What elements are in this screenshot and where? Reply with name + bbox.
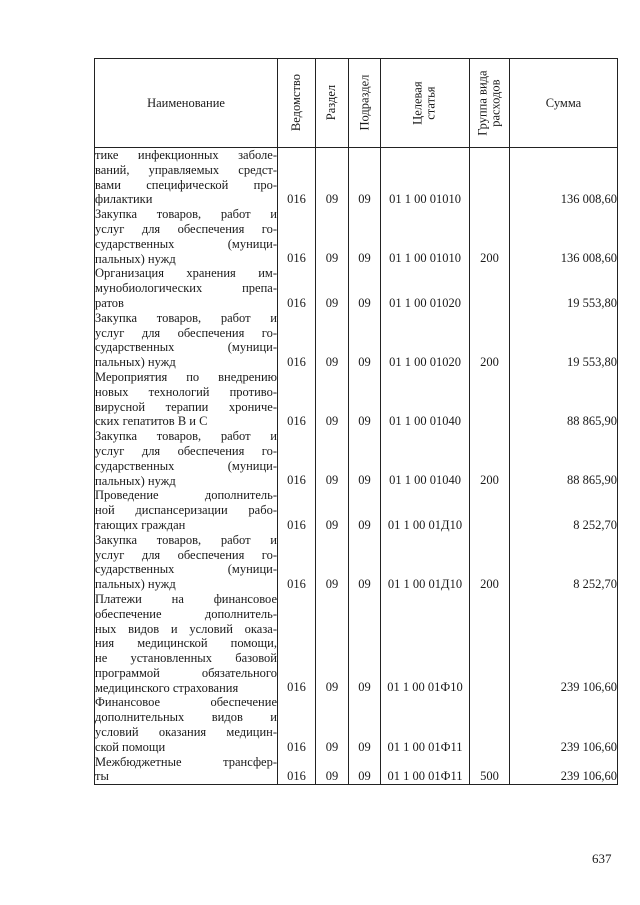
row-name [95,488,278,532]
row-name-line: мунобиологических препа- [95,281,277,296]
row-name-line: пальных) нужд [95,577,176,592]
row-vid-rashodov: 200 [470,429,510,488]
row-vid-rashodov [470,695,510,754]
row-vedomstvo: 016 [278,148,316,208]
row-name-line: Финансовое обеспечение [95,695,277,710]
row-summa: 88 865,90 [510,370,618,429]
row-razdel: 09 [316,429,349,488]
row-name-line: программой обязательного [95,665,277,680]
row-name-line: тике инфекционных заболе- [95,148,277,162]
row-name-line: услуг для обеспечения го- [95,221,277,236]
row-celevaya-statya: 01 1 00 01010 [381,207,470,266]
table-row [95,370,618,429]
table-row [95,592,618,696]
row-name-line: услуг для обеспечения го- [95,325,277,340]
header-vedomstvo: Ведомство [278,59,316,148]
row-summa: 239 106,60 [510,755,618,785]
row-name-line: дополнительных видов и [95,710,277,725]
row-summa: 136 008,60 [510,207,618,266]
row-name-line: Закупка товаров, работ и [95,207,277,222]
row-name-line: филактики [95,192,153,207]
row-vedomstvo: 016 [278,311,316,370]
row-name-line: Проведение дополнитель- [95,488,277,503]
row-celevaya-statya: 01 1 00 01Д10 [381,533,470,592]
row-podrazdel: 09 [349,429,381,488]
row-name-line: пальных) нужд [95,473,176,488]
table-row [95,266,618,310]
row-summa: 8 252,70 [510,488,618,532]
row-vedomstvo: 016 [278,533,316,592]
row-vid-rashodov [470,266,510,310]
row-name-line: Мероприятия по внедрению [95,369,277,384]
table-row [95,488,618,532]
row-name [95,695,278,754]
row-name-line: ратов [95,295,124,310]
row-name [95,207,278,266]
row-name-line: ваний, управляемых средст- [95,162,277,177]
row-vid-rashodov [470,148,510,208]
row-summa: 19 553,80 [510,266,618,310]
row-razdel: 09 [316,148,349,208]
row-name-line: вирусной терапии хрониче- [95,399,277,414]
row-celevaya-statya: 01 1 00 01Ф11 [381,695,470,754]
table-row [95,695,618,754]
table-row [95,755,618,785]
row-razdel: 09 [316,592,349,696]
row-name-line: ной диспансеризации рабо- [95,503,277,518]
row-name-line: условий оказания медицин- [95,725,277,740]
row-summa: 19 553,80 [510,311,618,370]
row-name-line: пальных) нужд [95,251,176,266]
row-podrazdel: 09 [349,488,381,532]
row-podrazdel: 09 [349,370,381,429]
row-name-line: Межбюджетные трансфер- [95,754,277,769]
header-gruppa-vida-rashodov: Группа вида расходов [470,59,510,148]
row-razdel: 09 [316,370,349,429]
row-name-line: ния медицинской помощи, [95,636,277,651]
row-name-line: пальных) нужд [95,355,176,370]
row-razdel: 09 [316,311,349,370]
row-name-line: не установленных базовой [95,651,277,666]
header-razdel: Раздел [316,59,349,148]
row-vedomstvo: 016 [278,266,316,310]
row-celevaya-statya: 01 1 00 01040 [381,370,470,429]
row-name-line: Платежи на финансовое [95,591,277,606]
row-podrazdel: 09 [349,266,381,310]
row-name [95,592,278,696]
row-summa: 239 106,60 [510,592,618,696]
table-row [95,533,618,592]
row-vid-rashodov: 200 [470,207,510,266]
row-name [95,755,278,785]
row-name-line: ских гепатитов В и С [95,414,208,429]
row-celevaya-statya: 01 1 00 01040 [381,429,470,488]
row-name-line: новых технологий противо- [95,384,277,399]
row-name-line: тающих граждан [95,517,186,532]
row-name-line: Закупка товаров, работ и [95,429,277,444]
row-name-line: вами специфической про- [95,177,277,192]
row-razdel: 09 [316,695,349,754]
row-name [95,429,278,488]
row-name-line: обеспечение дополнитель- [95,606,277,621]
row-name-line: ской помощи [95,739,166,754]
row-vedomstvo: 016 [278,755,316,785]
table-body [95,148,618,785]
row-name-line: медицинского страхования [95,680,239,695]
row-podrazdel: 09 [349,148,381,208]
row-podrazdel: 09 [349,755,381,785]
row-podrazdel: 09 [349,533,381,592]
row-vedomstvo: 016 [278,429,316,488]
table-row [95,148,618,208]
row-celevaya-statya: 01 1 00 01Ф10 [381,592,470,696]
row-vid-rashodov [470,592,510,696]
row-name [95,266,278,310]
row-name-line: сударственных (муници- [95,340,277,355]
row-razdel: 09 [316,207,349,266]
row-razdel: 09 [316,755,349,785]
header-name: Наименование [95,59,278,148]
row-podrazdel: 09 [349,311,381,370]
row-celevaya-statya: 01 1 00 01020 [381,311,470,370]
row-name-line: Закупка товаров, работ и [95,310,277,325]
row-name-line: ных видов и условий оказа- [95,621,277,636]
row-vid-rashodov [470,370,510,429]
row-vid-rashodov [470,488,510,532]
table-row [95,311,618,370]
table-row [95,429,618,488]
row-vedomstvo: 016 [278,370,316,429]
row-name-line: сударственных (муници- [95,236,277,251]
row-celevaya-statya: 01 1 00 01020 [381,266,470,310]
header-celevaya-statya: Целевая статья [381,59,470,148]
row-celevaya-statya: 01 1 00 01010 [381,148,470,208]
header-podrazdel: Подраздел [349,59,381,148]
row-name [95,148,278,208]
row-summa: 136 008,60 [510,148,618,208]
row-podrazdel: 09 [349,592,381,696]
row-summa: 8 252,70 [510,533,618,592]
row-celevaya-statya: 01 1 00 01Ф11 [381,755,470,785]
row-razdel: 09 [316,533,349,592]
row-vid-rashodov: 200 [470,533,510,592]
page-number: 637 [592,851,612,866]
row-name [95,370,278,429]
row-name-line: Организация хранения им- [95,266,277,281]
row-razdel: 09 [316,488,349,532]
row-name-line: услуг для обеспечения го- [95,443,277,458]
row-podrazdel: 09 [349,695,381,754]
row-vid-rashodov: 500 [470,755,510,785]
row-name-line: услуг для обеспечения го- [95,547,277,562]
budget-table [94,58,618,785]
row-name [95,533,278,592]
row-name-line: сударственных (муници- [95,562,277,577]
header-summa: Сумма [510,59,618,148]
row-razdel: 09 [316,266,349,310]
row-podrazdel: 09 [349,207,381,266]
row-name-line: ты [95,769,109,784]
row-vedomstvo: 016 [278,695,316,754]
row-summa: 239 106,60 [510,695,618,754]
row-summa: 88 865,90 [510,429,618,488]
row-name-line: сударственных (муници- [95,458,277,473]
row-vedomstvo: 016 [278,592,316,696]
row-vedomstvo: 016 [278,488,316,532]
row-celevaya-statya: 01 1 00 01Д10 [381,488,470,532]
row-vedomstvo: 016 [278,207,316,266]
table-header [95,59,618,148]
row-name [95,311,278,370]
row-name-line: Закупка товаров, работ и [95,532,277,547]
row-vid-rashodov: 200 [470,311,510,370]
table-row [95,207,618,266]
